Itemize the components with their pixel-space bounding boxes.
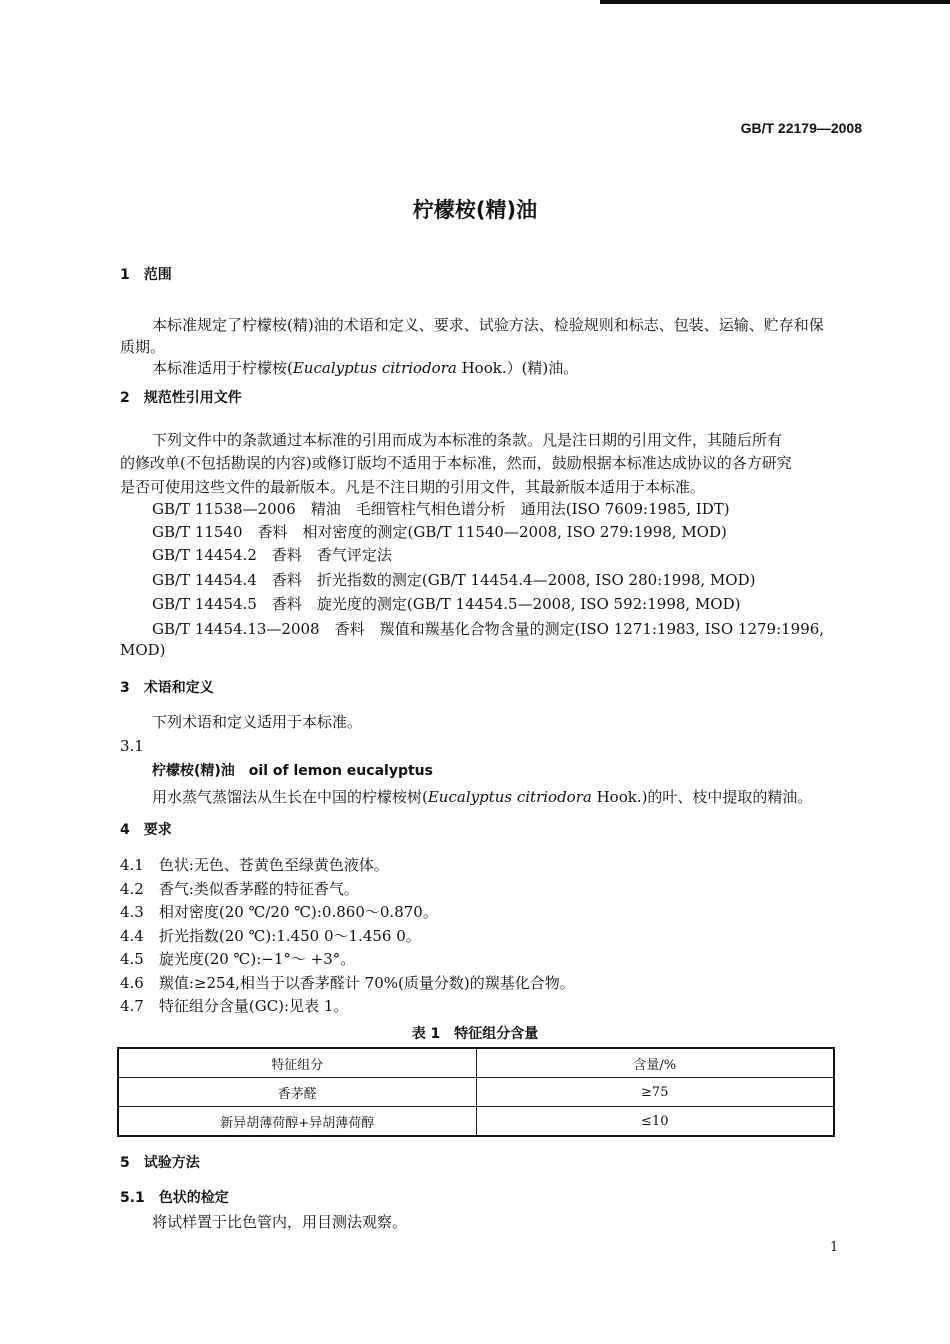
reference-item: GB/T 14454.5 香料 旋光度的测定(GB/T 14454.5—2008, ISO 592:1998, MOD) xyxy=(152,595,741,613)
requirement-item: 4.3 相对密度(20 ℃/20 ℃):0.860～0.870。 xyxy=(120,903,438,921)
cell: 新异胡薄荷醇+异胡薄荷醇 xyxy=(118,1107,476,1137)
paragraph: 是否可使用这些文件的最新版本。凡是不注日期的引用文件，其最新版本适用于本标准。 xyxy=(120,478,706,496)
table-row xyxy=(118,1078,834,1107)
cell: 香茅醛 xyxy=(118,1078,476,1107)
header-cell: 特征组分 xyxy=(118,1048,476,1078)
reference-item: MOD) xyxy=(120,641,166,659)
requirement-item: 4.4 折光指数(20 ℃):1.450 0～1.456 0。 xyxy=(120,927,421,945)
text: 用水蒸气蒸馏法从生长在中国的柠檬桉树( xyxy=(152,788,428,806)
text: 本标准适用于柠檬桉( xyxy=(152,359,293,377)
definition xyxy=(152,787,812,807)
table-header-row xyxy=(118,1048,834,1078)
doc-number: GB/T 22179—2008 xyxy=(740,120,862,136)
table-caption: 表 1 特征组分含量 xyxy=(411,1026,539,1042)
paragraph: 质期。 xyxy=(120,338,166,356)
latin-name: Eucalyptus citriodora xyxy=(427,788,592,806)
term: 柠檬桉(精)油 oil of lemon eucalyptus xyxy=(152,763,433,779)
table-row xyxy=(118,1107,834,1137)
text: Hook.)的叶、枝中提取的精油。 xyxy=(591,788,813,806)
reference-item: GB/T 11540 香料 相对密度的测定(GB/T 11540—2008, ISO 279:1998, MOD) xyxy=(152,523,727,541)
section-3-heading: 3 术语和定义 xyxy=(120,680,214,696)
paragraph: 将试样置于比色管内，用目测法观察。 xyxy=(152,1213,408,1231)
text: Hook.）(精)油。 xyxy=(456,359,579,377)
paragraph: 下列文件中的条款通过本标准的引用而成为本标准的条款。凡是注日期的引用文件，其随后所有 xyxy=(152,431,783,449)
scan-edge-line xyxy=(600,0,950,4)
requirement-item: 4.6 羰值:≥254,相当于以香茅醛计 70%(质量分数)的羰基化合物。 xyxy=(120,974,575,992)
reference-item: GB/T 14454.4 香料 折光指数的测定(GB/T 14454.4—2008, ISO 280:1998, MOD) xyxy=(152,571,756,589)
reference-item: GB/T 11538—2006 精油 毛细管柱气相色谱分析 通用法(ISO 7609:1985, IDT) xyxy=(152,500,730,518)
section-1-heading: 1 范围 xyxy=(120,267,172,283)
requirement-item: 4.5 旋光度(20 ℃):−1°～ +3°。 xyxy=(120,950,356,968)
requirement-item: 4.1 色状:无色、苍黄色至绿黄色液体。 xyxy=(120,856,389,874)
latin-name: Eucalyptus citriodora xyxy=(292,359,457,377)
header-cell: 含量/% xyxy=(476,1048,834,1078)
paragraph: 下列术语和定义适用于本标准。 xyxy=(152,713,363,731)
paragraph xyxy=(152,358,578,378)
subsection-heading: 5.1 色状的检定 xyxy=(120,1190,229,1206)
page-number: 1 xyxy=(830,1240,839,1255)
requirement-item: 4.7 特征组分含量(GC):见表 1。 xyxy=(120,997,349,1015)
paragraph: 本标准规定了柠檬桉(精)油的术语和定义、要求、试验方法、检验规则和标志、包装、运输、贮存和保 xyxy=(152,316,824,334)
reference-item: GB/T 14454.2 香料 香气评定法 xyxy=(152,546,392,564)
cell: ≤10 xyxy=(476,1107,834,1137)
cell: ≥75 xyxy=(476,1078,834,1107)
page-title: 柠檬桉(精)油 xyxy=(412,198,538,222)
paragraph: 的修改单(不包括勘误的内容)或修订版均不适用于本标准，然而，鼓励根据本标准达成协议的各方研究 xyxy=(120,454,792,472)
component-table xyxy=(117,1047,835,1137)
clause-number: 3.1 xyxy=(120,737,144,755)
section-2-heading: 2 规范性引用文件 xyxy=(120,390,242,406)
requirement-item: 4.2 香气:类似香茅醛的特征香气。 xyxy=(120,880,359,898)
section-4-heading: 4 要求 xyxy=(120,822,172,838)
section-5-heading: 5 试验方法 xyxy=(120,1155,200,1171)
reference-item: GB/T 14454.13—2008 香料 羰值和羰基化合物含量的测定(ISO 1271:1983, ISO 1279:1996, xyxy=(152,620,825,638)
